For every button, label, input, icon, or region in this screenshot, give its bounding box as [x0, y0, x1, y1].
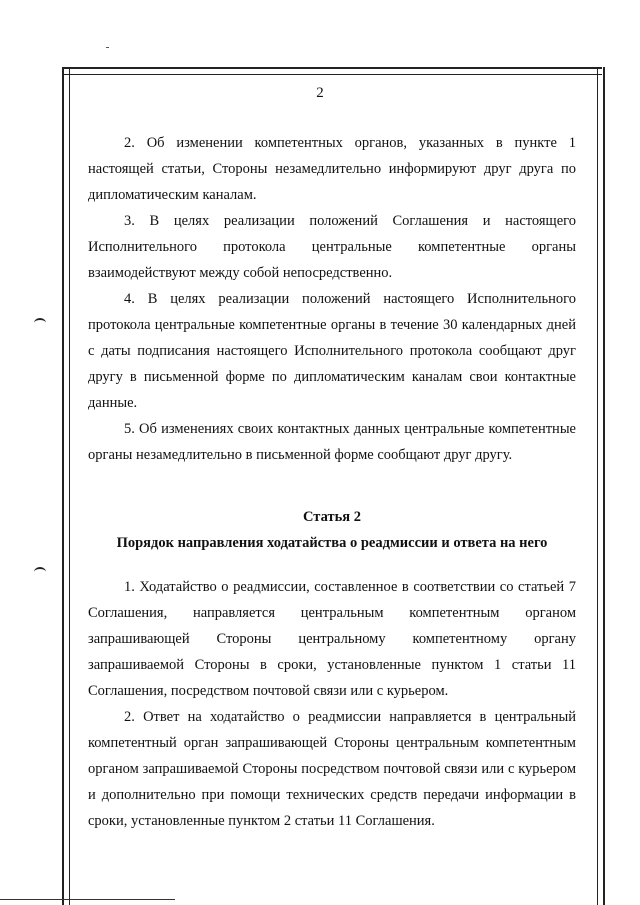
punch-hole-mark — [34, 318, 46, 328]
page-number: 2 — [316, 85, 324, 101]
paragraph: 5. Об изменениях своих контактных данных центральные компетентные органы незамедлительно в письменной форме сообщают друг другу. — [88, 421, 576, 463]
paragraph: 2. Ответ на ходатайство о реадмиссии направляется в центральный компетентный орган запрашивающей Стороны центральным компетентным органом запрашиваемой Стороны посредством почтовой связи или с курьером и дополнительно при помощи технических средств передачи информации в сроки, установленные пунктом 2 статьи 11 Соглашения. — [88, 709, 576, 829]
page-frame-right — [597, 67, 605, 905]
paragraph: 3. В целях реализации положений Соглашения и настоящего Исполнительного протокола центральные компетентные органы взаимодействуют между собой непосредственно. — [88, 213, 576, 281]
article-title: Статья 2 — [303, 509, 361, 525]
paragraph: 1. Ходатайство о реадмиссии, составленное в соответствии со статьей 7 Соглашения, направляется центральным компетентным органом запрашивающей Стороны центральному компетентному органу запрашиваемой Стороны в сроки, установленные пунктом 1 статьи 11 Соглашения, посредством почтовой связи или с курьером. — [88, 579, 576, 699]
scan-edge-line — [0, 899, 175, 900]
paragraph: 2. Об изменении компетентных органов, указанных в пункте 1 настоящей статьи, Стороны незамедлительно информируют друг друга по дипломатическим каналам. — [88, 135, 576, 203]
scan-speck — [106, 47, 109, 48]
punch-hole-mark — [34, 567, 46, 577]
article-subtitle: Порядок направления ходатайства о реадмиссии и ответа на него — [116, 535, 548, 551]
page-frame-left — [62, 67, 70, 905]
document-body — [88, 130, 576, 834]
paragraph: 4. В целях реализации положений настоящего Исполнительного протокола центральные компетентные органы в течение 30 календарных дней с даты подписания настоящего Исполнительного протокола сообщают друг другу в письменной форме по дипломатическим каналам свои контактные данные. — [88, 291, 576, 411]
page-frame-top — [62, 67, 602, 75]
